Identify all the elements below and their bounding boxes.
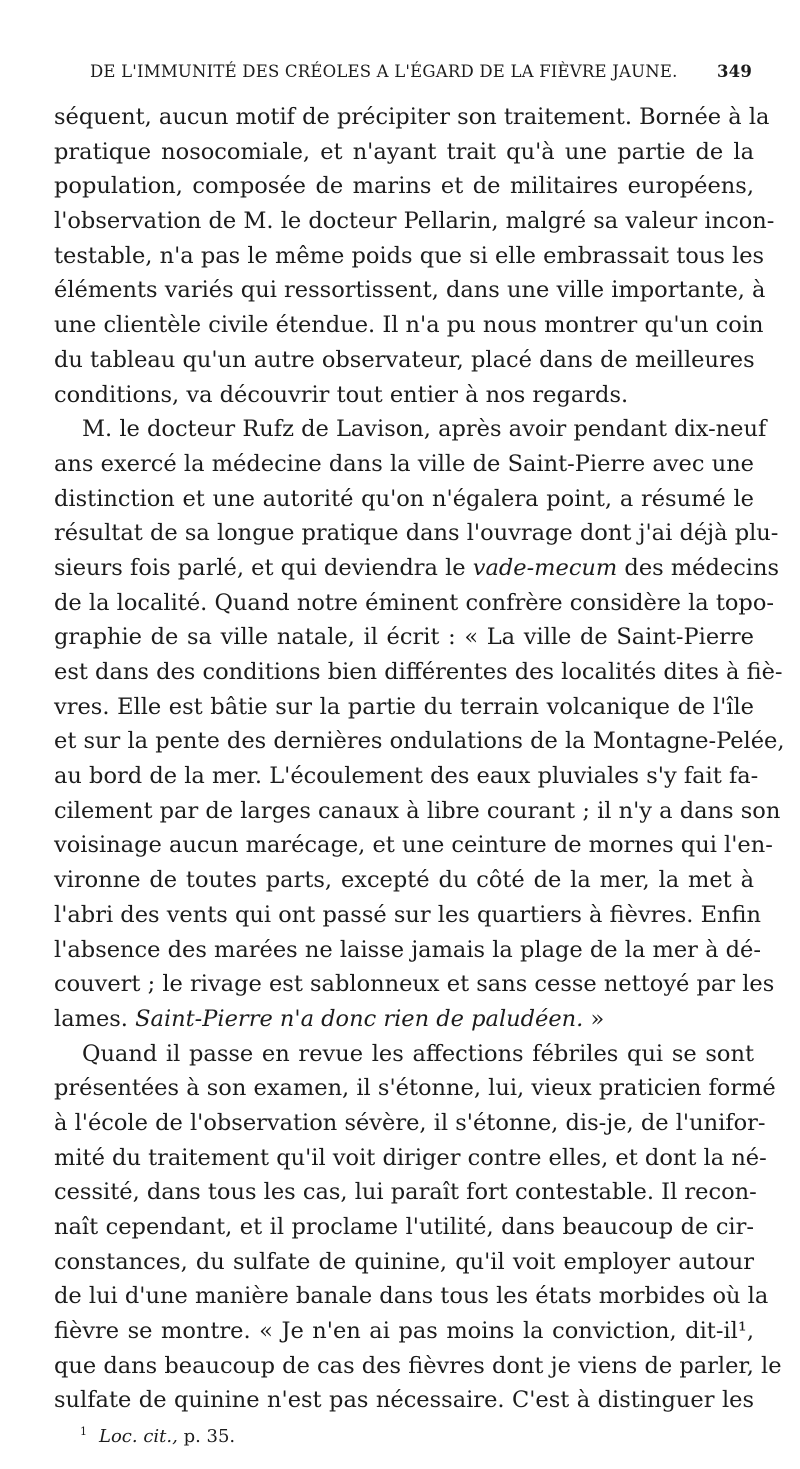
footnote [80, 1425, 235, 1447]
text-line: conditions, va découvrir tout entier à nos regards. [54, 381, 629, 408]
footnote-citation: Loc. cit., [99, 1426, 178, 1447]
text-line: cessité, dans tous les cas, lui paraît fort contestable. Il recon- [54, 1179, 757, 1206]
text-line: séquent, aucun motif de précipiter son traitement. Bornée à la [54, 104, 770, 130]
text-line: population, composée de marins et de militaires européens, [54, 173, 754, 200]
text-line: fièvre se montre. « Je n'en ai pas moins la conviction, dit-il¹, [54, 1318, 754, 1345]
running-header [68, 62, 756, 88]
text-line: à l'école de l'observation sévère, il s'étonne, dis-je, de l'unifor- [54, 1109, 766, 1136]
text-line: vres. Elle est bâtie sur la partie du terrain volcanique de l'île [54, 693, 754, 720]
text-line: M. le docteur Rufz de Lavison, après avoir pendant dix-neuf [82, 416, 767, 443]
text-line: que dans beaucoup de cas des fièvres dont je viens de parler, le [54, 1352, 782, 1379]
text-line: graphie de sa ville natale, il écrit : « La ville de Saint-Pierre [54, 624, 754, 651]
text-line: de lui d'une manière banale dans tous les états morbides où la [54, 1283, 769, 1310]
text-line: résultat de sa longue pratique dans l'ouvrage dont j'ai déjà plu- [54, 520, 779, 547]
text-line: présentées à son examen, il s'étonne, lui, vieux praticien formé [54, 1075, 776, 1102]
page-number: 349 [716, 62, 752, 81]
italic-phrase: vade-mecum [472, 554, 618, 581]
text-line: distinction et une autorité qu'on n'égalera point, a résumé le [54, 485, 754, 512]
footnote-marker: 1 [80, 1425, 87, 1438]
text-line: lames. Saint-Pierre n'a donc rien de paludéen. » [54, 1005, 605, 1032]
text-line: cilement par de larges canaux à libre courant ; il n'y a dans son [54, 797, 781, 824]
text-line: une clientèle civile étendue. Il n'a pu nous montrer qu'un coin [54, 312, 764, 339]
text-line: et sur la pente des dernières ondulations de la Montagne-Pelée, [54, 728, 785, 755]
text-line: testable, n'a pas le même poids que si elle embrassait tous les [54, 242, 765, 269]
body-text [54, 100, 785, 1418]
text-line: sulfate de quinine n'est pas nécessaire. C'est à distinguer les [54, 1387, 754, 1414]
text-line: éléments variés qui ressortissent, dans une ville importante, à [54, 277, 766, 304]
text-line: voisinage aucun marécage, et une ceinture de mornes qui l'en- [54, 832, 773, 859]
text-line: couvert ; le rivage est sablonneux et sans cesse nettoyé par les [54, 971, 775, 998]
text-line: l'absence des marées ne laisse jamais la plage de la mer à dé- [54, 936, 761, 963]
text-line: pratique nosocomiale, et n'ayant trait qu'à une partie de la [54, 138, 754, 165]
footnote-page-ref: p. 35. [177, 1426, 236, 1447]
text-line: naît cependant, et il proclame l'utilité, dans beaucoup de cir- [54, 1214, 754, 1240]
text-line: vironne de toutes parts, excepté du côté de la mer, la met à [54, 867, 754, 894]
text-line: constances, du sulfate de quinine, qu'il voit employer autour [54, 1248, 754, 1275]
text-line: sieurs fois parlé, et qui deviendra le vade-mecum des médecins [54, 554, 780, 581]
text-line: ans exercé la médecine dans la ville de Saint-Pierre avec une [54, 450, 754, 477]
running-title: DE L'IMMUNITÉ DES CRÉOLES A L'ÉGARD DE LA FIÈVRE JAUNE. [90, 62, 678, 81]
text-line: est dans des conditions bien différentes des localités dites à fiè- [54, 659, 783, 685]
italic-phrase: Saint-Pierre n'a donc rien de paludéen. [135, 1005, 584, 1032]
text-line: mité du traitement qu'il voit diriger contre elles, et dont la né- [54, 1144, 767, 1171]
text-line: de la localité. Quand notre éminent confrère considère la topo- [54, 589, 774, 616]
text-line: l'abri des vents qui ont passé sur les quartiers à fièvres. Enfin [54, 901, 761, 928]
text-line: Quand il passe en revue les affections fébriles qui se sont [82, 1040, 754, 1067]
text-line: du tableau qu'un autre observateur, placé dans de meilleures [54, 346, 755, 373]
text-line: au bord de la mer. L'écoulement des eaux pluviales s'y fait fa- [54, 763, 759, 790]
text-line: l'observation de M. le docteur Pellarin, malgré sa valeur incon- [54, 208, 775, 235]
